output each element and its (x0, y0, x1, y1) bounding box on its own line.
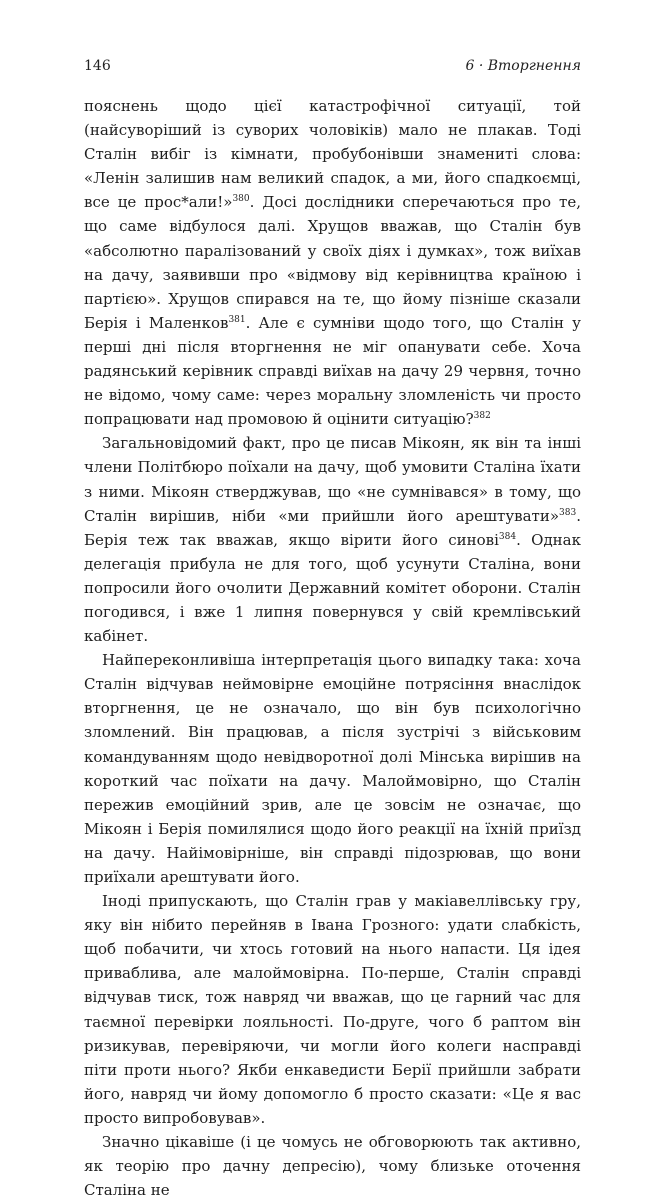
footnote-ref-382: 382 (473, 411, 491, 422)
text-run: . Берія теж так вважав, якщо вірити його синові (84, 506, 581, 549)
text-run: пояснень щодо цієї катастрофічної ситуації, той (найсуворіший із суворих чоловіків) мало не плакав. Тоді Сталін вибіг із кімнати, пробубонівши знамениті слова: «Ленін залишив нам великий спадок, а ми, його спадкоємці, все це прос*али!» (84, 97, 581, 212)
text-run: Загальновідомий факт, про це писав Мікоян, як він та інші члени Політбюро поїхали на дачу, щоб умовити Сталіна їхати з ними. Мікоян стверджував, що «не сумнівався» в тому, що Сталін вирішив, ніби «ми прийшли його арештувати» (84, 434, 581, 525)
footnote-ref-384: 384 (498, 531, 517, 542)
chapter-title: 6 · Вторгнення (465, 58, 581, 74)
footnote-ref-383: 383 (559, 507, 577, 518)
paragraph-3 (84, 648, 581, 889)
paragraph-2 (84, 431, 581, 648)
paragraph-1 (84, 94, 581, 431)
footnote-ref-381: 381 (228, 314, 246, 325)
text-run: . Однак делегація прибула не для того, щоб усунути Сталіна, вони попросили його очолити Державний комітет оборони. Сталін погодився, і вже 1 липня повернувся у свій кремлівський кабінет. (84, 530, 581, 646)
page-number: 146 (84, 58, 111, 74)
text-run: Іноді припускають, що Сталін грав у макіавеллівську гру, яку він нібито перейняв в Івана Грозного: удати слабкість, щоб побачити, чи хтось готовий на нього напасти. Ця ідея приваблива, але малоймовірна. По-перше, Сталін справді відчував тиск, тож навряд чи вважав, що це гарний час для таємної перевірки лояльності. По-друге, чого б раптом він ризикував, перевіряючи, чи могли його колеги насправді піти проти нього? Якби енкаведисти Берії прийшли забрати його, навряд чи йому допомогло б просто сказати: «Це я вас просто випробовував». (84, 892, 581, 1127)
body-text (84, 94, 581, 1202)
footnote-ref-380: 380 (232, 194, 250, 205)
running-header (84, 58, 581, 74)
text-run: Значно цікавіше (і це чомусь не обговорюють так активно, як теорію про дачну депресію), чому близьке оточення Сталіна не (84, 1133, 581, 1200)
paragraph-4 (84, 889, 581, 1130)
text-run: . Досі дослідники сперечаються про те, що саме відбулося далі. Хрущов вважав, що Сталін був «абсолютно паралізований у своїх діях і думках», тож виїхав на дачу, заявивши про «відмову від керівництва країною і партією». Хрущов спирався на те, що йому пізніше сказали Берія і Маленков (84, 193, 581, 332)
text-run: Найпереконливіша інтерпретація цього випадку така: хоча Сталін відчував неймовірне емоційне потрясіння внаслідок вторгнення, це не означало, що він був психологічно зломлений. Він працював, а після зустрічі з військовим командуванням щодо невідворотної долі Мінська вирішив на короткий час поїхати на дачу. Малоймовірно, що Сталін пережив емоційний зрив, але це зовсім не означає, що Мікоян і Берія помилялися щодо його реакції на їхній приїзд на дачу. Найімовірніше, він справді підозрював, що вони приїхали арештувати його. (84, 651, 581, 886)
paragraph-5 (84, 1130, 581, 1202)
text-run: . Але є сумніви щодо того, що Сталін у перші дні після вторгнення не міг опанувати себе. Хоча радянський керівник справді виїхав на дачу 29 червня, точно не відомо, чому саме: через моральну зломленість чи просто попрацювати над промовою й оцінити ситуацію? (84, 313, 581, 429)
